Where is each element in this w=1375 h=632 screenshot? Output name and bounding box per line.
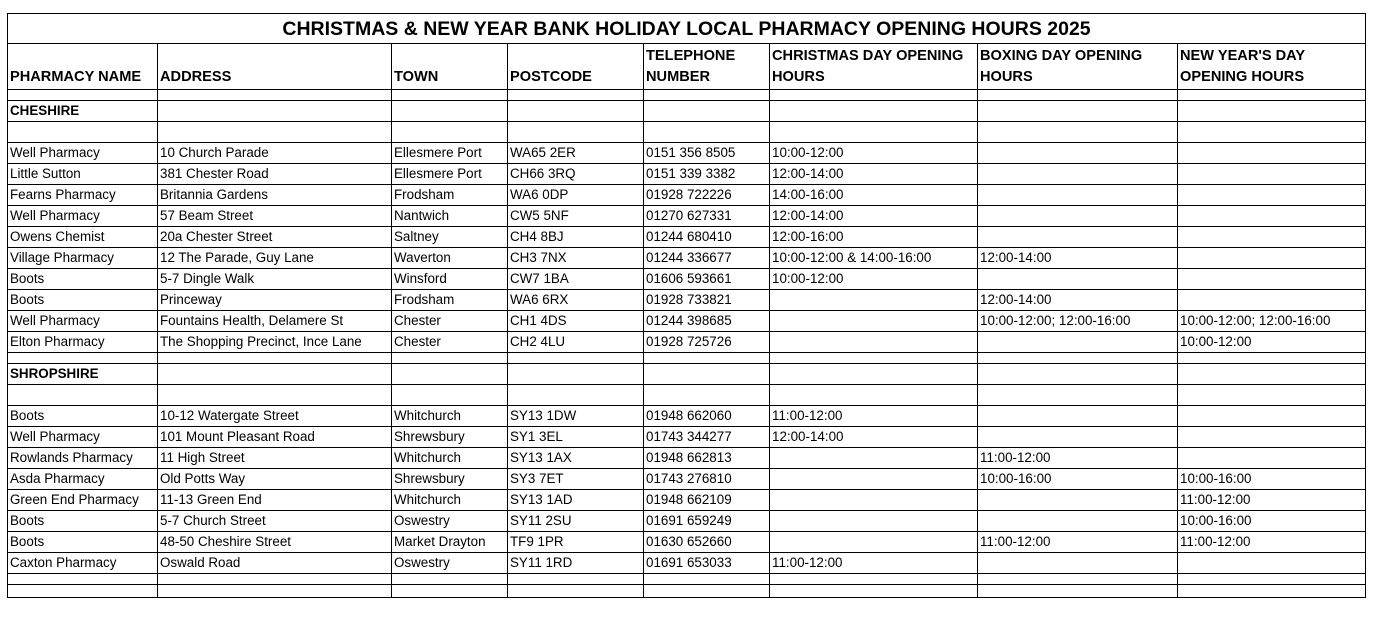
- empty-cell: [978, 585, 1178, 598]
- pharmacy-name-cell: Boots: [8, 511, 158, 532]
- address-cell: 12 The Parade, Guy Lane: [158, 248, 392, 269]
- empty-cell: [8, 574, 158, 585]
- new-years-day-hours-cell: [1178, 185, 1366, 206]
- pharmacy-name-cell: Owens Chemist: [8, 227, 158, 248]
- boxing-day-hours-cell: [978, 143, 1178, 164]
- telephone-cell: 01948 662109: [644, 490, 770, 511]
- postcode-cell: SY1 3EL: [508, 427, 644, 448]
- pharmacy-name-cell: Well Pharmacy: [8, 143, 158, 164]
- boxing-day-hours-cell: [978, 185, 1178, 206]
- town-cell: Whitchurch: [392, 406, 508, 427]
- town-cell: Chester: [392, 311, 508, 332]
- empty-cell: [770, 101, 978, 122]
- empty-cell: [508, 364, 644, 385]
- address-cell: 101 Mount Pleasant Road: [158, 427, 392, 448]
- empty-cell: [978, 353, 1178, 364]
- empty-cell: [644, 101, 770, 122]
- empty-cell: [8, 353, 158, 364]
- postcode-cell: WA65 2ER: [508, 143, 644, 164]
- empty-cell: [770, 385, 978, 406]
- table-row: [8, 143, 1366, 164]
- town-cell: Market Drayton: [392, 532, 508, 553]
- telephone-cell: 0151 339 3382: [644, 164, 770, 185]
- table-row: [8, 269, 1366, 290]
- empty-cell: [8, 90, 158, 101]
- region-row: [8, 364, 1366, 385]
- boxing-day-hours-cell: [978, 269, 1178, 290]
- town-cell: Winsford: [392, 269, 508, 290]
- address-cell: 57 Beam Street: [158, 206, 392, 227]
- boxing-day-hours-cell: [978, 427, 1178, 448]
- empty-cell: [644, 574, 770, 585]
- empty-cell: [644, 364, 770, 385]
- empty-cell: [1178, 353, 1366, 364]
- christmas-hours-cell: 11:00-12:00: [770, 406, 978, 427]
- header-telephone: TELEPHONE NUMBER: [644, 44, 770, 90]
- town-cell: Waverton: [392, 248, 508, 269]
- empty-cell: [392, 574, 508, 585]
- empty-cell: [1178, 364, 1366, 385]
- address-cell: 10-12 Watergate Street: [158, 406, 392, 427]
- empty-cell: [1178, 585, 1366, 598]
- new-years-day-hours-cell: [1178, 406, 1366, 427]
- header-postcode: POSTCODE: [508, 44, 644, 90]
- table-row: [8, 406, 1366, 427]
- empty-cell: [978, 385, 1178, 406]
- new-years-day-hours-cell: [1178, 227, 1366, 248]
- table-row: [8, 469, 1366, 490]
- address-cell: Fountains Health, Delamere St: [158, 311, 392, 332]
- empty-cell: [978, 364, 1178, 385]
- empty-cell: [392, 101, 508, 122]
- new-years-day-hours-cell: 10:00-16:00: [1178, 511, 1366, 532]
- new-years-day-hours-cell: [1178, 553, 1366, 574]
- table-row: [8, 332, 1366, 353]
- empty-cell: [644, 585, 770, 598]
- address-cell: Princeway: [158, 290, 392, 311]
- boxing-day-hours-cell: [978, 227, 1178, 248]
- telephone-cell: 01743 344277: [644, 427, 770, 448]
- new-years-day-hours-cell: [1178, 269, 1366, 290]
- town-cell: Whitchurch: [392, 490, 508, 511]
- christmas-hours-cell: 12:00-14:00: [770, 164, 978, 185]
- christmas-hours-cell: [770, 490, 978, 511]
- telephone-cell: 01928 733821: [644, 290, 770, 311]
- empty-cell: [8, 385, 158, 406]
- telephone-cell: 01244 398685: [644, 311, 770, 332]
- postcode-cell: CH4 8BJ: [508, 227, 644, 248]
- address-cell: Oswald Road: [158, 553, 392, 574]
- pharmacy-name-cell: Well Pharmacy: [8, 206, 158, 227]
- pharmacy-name-cell: Rowlands Pharmacy: [8, 448, 158, 469]
- empty-cell: [644, 353, 770, 364]
- table-row: [8, 248, 1366, 269]
- address-cell: 11-13 Green End: [158, 490, 392, 511]
- christmas-hours-cell: 14:00-16:00: [770, 185, 978, 206]
- postcode-cell: CH2 4LU: [508, 332, 644, 353]
- pharmacy-name-cell: Boots: [8, 406, 158, 427]
- empty-cell: [158, 385, 392, 406]
- town-cell: Oswestry: [392, 511, 508, 532]
- new-years-day-hours-cell: [1178, 164, 1366, 185]
- postcode-cell: TF9 1PR: [508, 532, 644, 553]
- telephone-cell: 0151 356 8505: [644, 143, 770, 164]
- empty-cell: [392, 385, 508, 406]
- address-cell: 10 Church Parade: [158, 143, 392, 164]
- empty-cell: [1178, 122, 1366, 143]
- town-cell: Frodsham: [392, 290, 508, 311]
- town-cell: Shrewsbury: [392, 427, 508, 448]
- pharmacy-name-cell: Little Sutton: [8, 164, 158, 185]
- telephone-cell: 01244 336677: [644, 248, 770, 269]
- table-row: [8, 185, 1366, 206]
- address-cell: Britannia Gardens: [158, 185, 392, 206]
- town-cell: Ellesmere Port: [392, 164, 508, 185]
- table-row: [8, 532, 1366, 553]
- empty-cell: [644, 90, 770, 101]
- postcode-cell: SY13 1AD: [508, 490, 644, 511]
- town-cell: Ellesmere Port: [392, 143, 508, 164]
- boxing-day-hours-cell: [978, 490, 1178, 511]
- pharmacy-name-cell: Village Pharmacy: [8, 248, 158, 269]
- region-name: SHROPSHIRE: [8, 364, 158, 385]
- table-row: [8, 290, 1366, 311]
- boxing-day-hours-cell: [978, 406, 1178, 427]
- christmas-hours-cell: [770, 532, 978, 553]
- blank-row: [8, 385, 1366, 406]
- empty-cell: [158, 353, 392, 364]
- new-years-day-hours-cell: 10:00-16:00: [1178, 469, 1366, 490]
- boxing-day-hours-cell: 10:00-12:00; 12:00-16:00: [978, 311, 1178, 332]
- pharmacy-name-cell: Boots: [8, 532, 158, 553]
- header-address: ADDRESS: [158, 44, 392, 90]
- header-christmas-hours: CHRISTMAS DAY OPENING HOURS: [770, 44, 978, 90]
- boxing-day-hours-cell: [978, 511, 1178, 532]
- empty-cell: [644, 385, 770, 406]
- postcode-cell: SY11 2SU: [508, 511, 644, 532]
- christmas-hours-cell: 10:00-12:00: [770, 269, 978, 290]
- telephone-cell: 01928 722226: [644, 185, 770, 206]
- empty-cell: [1178, 574, 1366, 585]
- spacer-row: [8, 353, 1366, 364]
- empty-cell: [158, 364, 392, 385]
- empty-cell: [508, 101, 644, 122]
- new-years-day-hours-cell: [1178, 427, 1366, 448]
- new-years-day-hours-cell: [1178, 448, 1366, 469]
- town-cell: Chester: [392, 332, 508, 353]
- pharmacy-name-cell: Boots: [8, 290, 158, 311]
- boxing-day-hours-cell: [978, 164, 1178, 185]
- christmas-hours-cell: 12:00-16:00: [770, 227, 978, 248]
- christmas-hours-cell: 12:00-14:00: [770, 206, 978, 227]
- christmas-hours-cell: 12:00-14:00: [770, 427, 978, 448]
- empty-cell: [508, 385, 644, 406]
- empty-cell: [158, 90, 392, 101]
- postcode-cell: CH66 3RQ: [508, 164, 644, 185]
- blank-row: [8, 585, 1366, 598]
- telephone-cell: 01606 593661: [644, 269, 770, 290]
- region-row: [8, 101, 1366, 122]
- empty-cell: [158, 101, 392, 122]
- empty-cell: [158, 585, 392, 598]
- empty-cell: [508, 353, 644, 364]
- spacer-row: [8, 90, 1366, 101]
- pharmacy-hours-table: [7, 13, 1366, 598]
- empty-cell: [770, 585, 978, 598]
- new-years-day-hours-cell: 11:00-12:00: [1178, 532, 1366, 553]
- empty-cell: [1178, 101, 1366, 122]
- empty-cell: [770, 574, 978, 585]
- new-years-day-hours-cell: [1178, 248, 1366, 269]
- empty-cell: [508, 122, 644, 143]
- header-new-years-day-hours: NEW YEAR'S DAY OPENING HOURS: [1178, 44, 1366, 90]
- empty-cell: [770, 122, 978, 143]
- postcode-cell: CH1 4DS: [508, 311, 644, 332]
- table-row: [8, 553, 1366, 574]
- address-cell: 20a Chester Street: [158, 227, 392, 248]
- telephone-cell: 01948 662813: [644, 448, 770, 469]
- empty-cell: [392, 90, 508, 101]
- address-cell: 11 High Street: [158, 448, 392, 469]
- table-row: [8, 311, 1366, 332]
- new-years-day-hours-cell: [1178, 143, 1366, 164]
- telephone-cell: 01630 652660: [644, 532, 770, 553]
- table-row: [8, 490, 1366, 511]
- sheet-title: CHRISTMAS & NEW YEAR BANK HOLIDAY LOCAL PHARMACY OPENING HOURS 2025: [8, 14, 1366, 44]
- town-cell: Oswestry: [392, 553, 508, 574]
- header-row: [8, 44, 1366, 90]
- christmas-hours-cell: [770, 290, 978, 311]
- postcode-cell: WA6 0DP: [508, 185, 644, 206]
- address-cell: 48-50 Cheshire Street: [158, 532, 392, 553]
- header-town: TOWN: [392, 44, 508, 90]
- telephone-cell: 01743 276810: [644, 469, 770, 490]
- empty-cell: [392, 353, 508, 364]
- empty-cell: [392, 364, 508, 385]
- new-years-day-hours-cell: [1178, 290, 1366, 311]
- blank-row: [8, 122, 1366, 143]
- empty-cell: [8, 585, 158, 598]
- table-row: [8, 448, 1366, 469]
- pharmacy-name-cell: Boots: [8, 269, 158, 290]
- christmas-hours-cell: [770, 332, 978, 353]
- address-cell: 381 Chester Road: [158, 164, 392, 185]
- empty-cell: [392, 122, 508, 143]
- empty-cell: [978, 90, 1178, 101]
- new-years-day-hours-cell: [1178, 206, 1366, 227]
- boxing-day-hours-cell: 11:00-12:00: [978, 448, 1178, 469]
- empty-cell: [8, 122, 158, 143]
- postcode-cell: WA6 6RX: [508, 290, 644, 311]
- christmas-hours-cell: [770, 469, 978, 490]
- empty-cell: [644, 122, 770, 143]
- town-cell: Frodsham: [392, 185, 508, 206]
- address-cell: 5-7 Church Street: [158, 511, 392, 532]
- telephone-cell: 01928 725726: [644, 332, 770, 353]
- empty-cell: [978, 574, 1178, 585]
- pharmacy-name-cell: Caxton Pharmacy: [8, 553, 158, 574]
- postcode-cell: SY13 1DW: [508, 406, 644, 427]
- empty-cell: [978, 101, 1178, 122]
- address-cell: 5-7 Dingle Walk: [158, 269, 392, 290]
- address-cell: The Shopping Precinct, Ince Lane: [158, 332, 392, 353]
- postcode-cell: CW7 1BA: [508, 269, 644, 290]
- postcode-cell: CH3 7NX: [508, 248, 644, 269]
- boxing-day-hours-cell: [978, 206, 1178, 227]
- town-cell: Whitchurch: [392, 448, 508, 469]
- christmas-hours-cell: [770, 511, 978, 532]
- boxing-day-hours-cell: [978, 553, 1178, 574]
- empty-cell: [158, 574, 392, 585]
- spacer-row: [8, 574, 1366, 585]
- christmas-hours-cell: [770, 311, 978, 332]
- boxing-day-hours-cell: [978, 332, 1178, 353]
- title-row: [8, 14, 1366, 44]
- pharmacy-name-cell: Green End Pharmacy: [8, 490, 158, 511]
- header-pharmacy-name: PHARMACY NAME: [8, 44, 158, 90]
- empty-cell: [770, 90, 978, 101]
- empty-cell: [1178, 385, 1366, 406]
- pharmacy-name-cell: Well Pharmacy: [8, 311, 158, 332]
- christmas-hours-cell: 11:00-12:00: [770, 553, 978, 574]
- postcode-cell: SY3 7ET: [508, 469, 644, 490]
- telephone-cell: 01270 627331: [644, 206, 770, 227]
- postcode-cell: CW5 5NF: [508, 206, 644, 227]
- empty-cell: [1178, 90, 1366, 101]
- telephone-cell: 01948 662060: [644, 406, 770, 427]
- boxing-day-hours-cell: 12:00-14:00: [978, 290, 1178, 311]
- empty-cell: [508, 574, 644, 585]
- town-cell: Nantwich: [392, 206, 508, 227]
- pharmacy-name-cell: Elton Pharmacy: [8, 332, 158, 353]
- new-years-day-hours-cell: 10:00-12:00; 12:00-16:00: [1178, 311, 1366, 332]
- table-row: [8, 427, 1366, 448]
- telephone-cell: 01244 680410: [644, 227, 770, 248]
- boxing-day-hours-cell: 10:00-16:00: [978, 469, 1178, 490]
- boxing-day-hours-cell: 12:00-14:00: [978, 248, 1178, 269]
- empty-cell: [770, 364, 978, 385]
- christmas-hours-cell: 10:00-12:00: [770, 143, 978, 164]
- table-row: [8, 511, 1366, 532]
- pharmacy-name-cell: Asda Pharmacy: [8, 469, 158, 490]
- telephone-cell: 01691 653033: [644, 553, 770, 574]
- town-cell: Shrewsbury: [392, 469, 508, 490]
- new-years-day-hours-cell: 11:00-12:00: [1178, 490, 1366, 511]
- table-row: [8, 227, 1366, 248]
- telephone-cell: 01691 659249: [644, 511, 770, 532]
- empty-cell: [978, 122, 1178, 143]
- new-years-day-hours-cell: 10:00-12:00: [1178, 332, 1366, 353]
- christmas-hours-cell: 10:00-12:00 & 14:00-16:00: [770, 248, 978, 269]
- table-row: [8, 164, 1366, 185]
- empty-cell: [770, 353, 978, 364]
- address-cell: Old Potts Way: [158, 469, 392, 490]
- table-row: [8, 206, 1366, 227]
- pharmacy-name-cell: Fearns Pharmacy: [8, 185, 158, 206]
- header-boxing-day-hours: BOXING DAY OPENING HOURS: [978, 44, 1178, 90]
- postcode-cell: SY11 1RD: [508, 553, 644, 574]
- empty-cell: [508, 585, 644, 598]
- postcode-cell: SY13 1AX: [508, 448, 644, 469]
- pharmacy-name-cell: Well Pharmacy: [8, 427, 158, 448]
- empty-cell: [392, 585, 508, 598]
- town-cell: Saltney: [392, 227, 508, 248]
- empty-cell: [508, 90, 644, 101]
- region-name: CHESHIRE: [8, 101, 158, 122]
- boxing-day-hours-cell: 11:00-12:00: [978, 532, 1178, 553]
- empty-cell: [158, 122, 392, 143]
- christmas-hours-cell: [770, 448, 978, 469]
